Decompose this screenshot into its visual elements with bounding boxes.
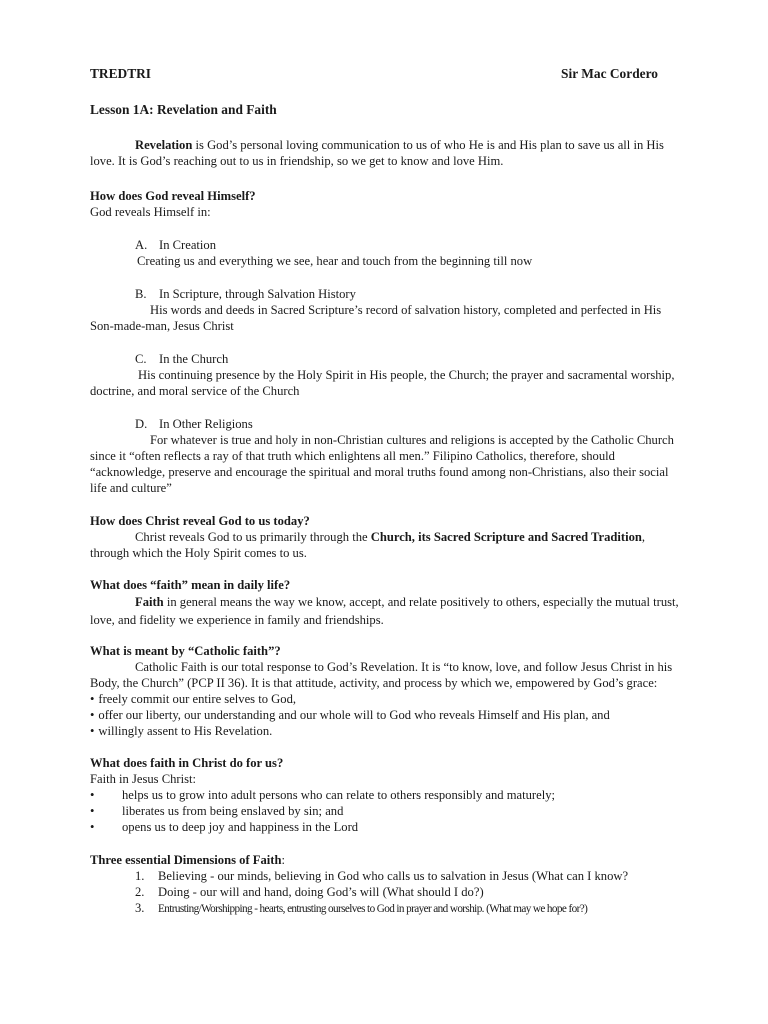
faith-christ-question: What does faith in Christ do for us?: [90, 756, 284, 770]
reveal-item-description: His continuing presence by the Holy Spirit in His people, the Church; the prayer and sacramental worship, doctrine, and moral service of the Church: [90, 368, 675, 398]
christ-bold-text: Church, its Sacred Scripture and Sacred Tradition: [370, 530, 642, 544]
faith-term: Faith: [135, 595, 164, 609]
faith-christ-bullet: • liberates us from being enslaved by sin; and: [90, 804, 344, 818]
reveal-item-d: [90, 416, 682, 496]
reveal-lead: God reveals Himself in:: [90, 205, 211, 219]
reveal-item-heading: D. In Other Religions: [135, 417, 253, 431]
catholic-faith-bullet: • offer our liberty, our understanding and our whole will to God who reveals Himself and His plan, and: [90, 707, 682, 723]
christ-question: How does Christ reveal God to us today?: [90, 514, 310, 528]
faith-christ-bullet: • opens us to deep joy and happiness in the Lord: [90, 820, 359, 834]
reveal-item-heading: B. In Scripture, through Salvation History: [135, 287, 356, 301]
dimension-item: 2. Doing - our will and hand, doing God’s will (What should I do?): [135, 885, 484, 899]
course-code: TREDTRI: [90, 66, 152, 81]
reveal-item-c: [90, 351, 682, 399]
faith-christ-bullet: • helps us to grow into adult persons who can relate to others responsibly and maturely;: [90, 788, 555, 802]
intro-term: Revelation: [135, 138, 193, 152]
reveal-item-description: Creating us and everything we see, hear and touch from the beginning till now: [137, 254, 533, 268]
instructor-name: Sir Mac Cordero: [561, 66, 658, 81]
document-page: [90, 66, 682, 917]
intro-paragraph: [90, 137, 682, 169]
catholic-faith-question: What is meant by “Catholic faith”?: [90, 644, 281, 658]
dimension-item: 1. Believing - our minds, believing in God who calls us to salvation in Jesus (What can I know?: [135, 869, 629, 883]
catholic-faith-paragraph: Catholic Faith is our total response to God’s Revelation. It is “to know, love, and follow Jesus Christ in his Body, the Church” (PCP II 36). It is that attitude, activity, and process by which we, empowered by God’s grace:: [90, 660, 673, 690]
document-header: [90, 66, 682, 84]
dimension-item: 3. Entrusting/Worshipping - hearts, entrusting ourselves to God in prayer and worship. (What may we hope for?): [135, 901, 588, 915]
catholic-faith-bullet: • willingly assent to His Revelation.: [90, 723, 682, 739]
faith-daily-paragraph: Faith in general means the way we know, accept, and relate positively to others, especially the mutual trust, love, and fidelity we experience in family and friendships.: [90, 595, 679, 627]
reveal-item-description: His words and deeds in Sacred Scripture’s record of salvation history, completed and perfected in His Son-made-man, Jesus Christ: [90, 303, 662, 333]
dimensions-heading: Three essential Dimensions of Faith:: [90, 853, 285, 867]
reveal-item-heading: A. In Creation: [135, 238, 217, 252]
lesson-title: Lesson 1A: Revelation and Faith: [90, 102, 277, 117]
christ-paragraph: Christ reveals God to us primarily through the Church, its Sacred Scripture and Sacred Tradition, through which the Holy Spirit comes to us.: [90, 530, 646, 560]
reveal-item-description: For whatever is true and holy in non-Christian cultures and religions is accepted by the Catholic Church since it “often reflects a ray of that truth which enlightens all men.” Filipino Catholics, therefore, should “acknowledge, preserve and encourage the spiritual and moral truths found among non-Christians, also their social life and culture”: [90, 433, 674, 495]
reveal-item-heading: C. In the Church: [135, 352, 229, 366]
faith-christ-lead: Faith in Jesus Christ:: [90, 772, 197, 786]
catholic-faith-bullet: • freely commit our entire selves to God,: [90, 691, 682, 707]
intro-text: is God’s personal loving communication to us of who He is and His plan to save us all in His love. It is God’s reaching out to us in friendship, so we get to know and love Him.: [90, 138, 664, 168]
reveal-item-b: [90, 286, 682, 334]
faith-daily-question: What does “faith” mean in daily life?: [90, 578, 291, 592]
reveal-question: How does God reveal Himself?: [90, 189, 256, 203]
reveal-item-a: [90, 237, 682, 269]
